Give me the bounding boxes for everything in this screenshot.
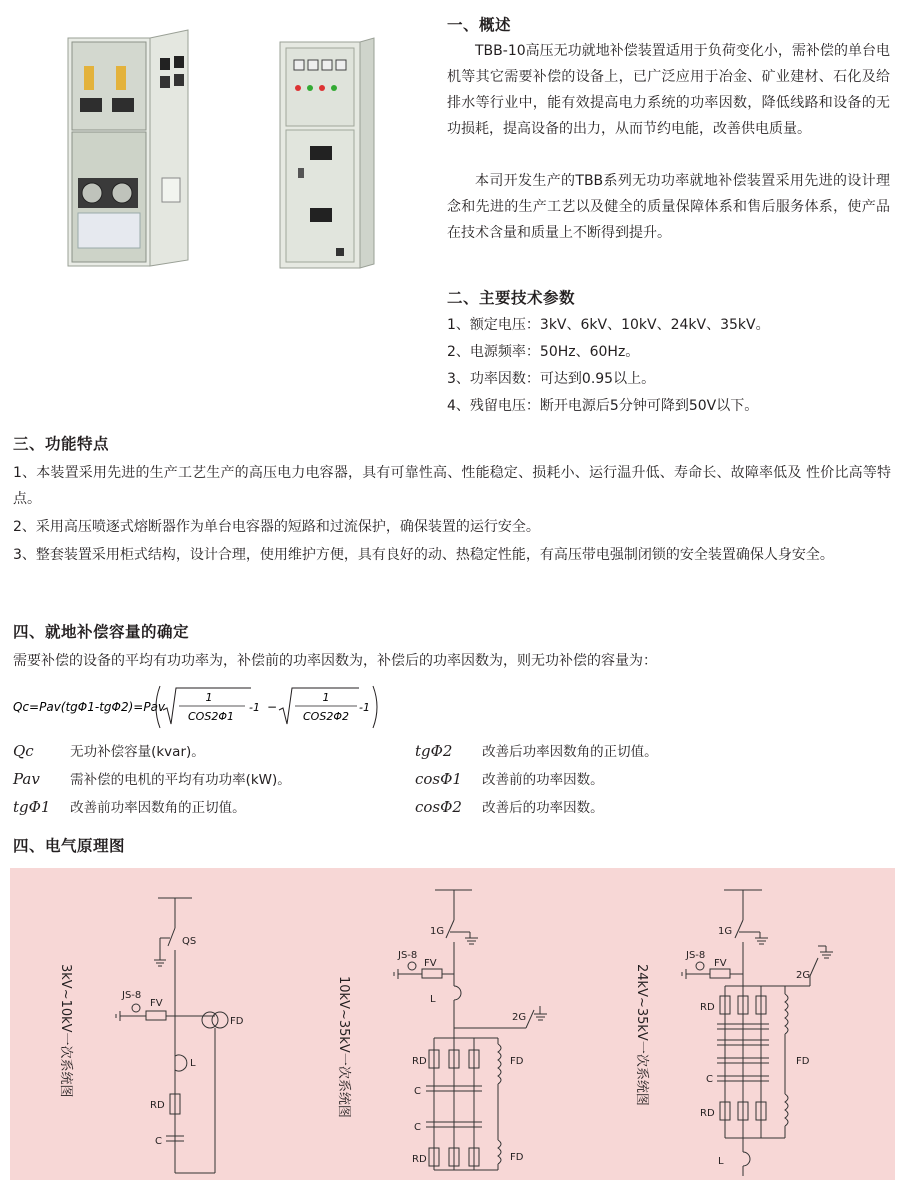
svg-text:C: C bbox=[414, 1122, 421, 1133]
capacity-intro: 需要补偿的设备的平均有功功率为，补偿前的功率因数为，补偿后的功率因数为，则无功补偿的容量为： bbox=[13, 653, 657, 669]
schematic-panel bbox=[10, 868, 895, 1180]
def-symbol: Qc bbox=[13, 742, 34, 760]
svg-text:RD: RD bbox=[412, 1154, 427, 1165]
features-item: 2、采用高压喷逐式熔断器作为单台电容器的短路和过流保护，确保装置的运行安全。 bbox=[13, 519, 540, 535]
frac2-den: COS2Φ2 bbox=[303, 710, 349, 723]
def-text: 无功补偿容量(kvar)。 bbox=[70, 744, 205, 760]
overview-paragraph-2: 本司开发生产的TBB系列无功功率就地补偿装置采用先进的设计理念和先进的生产工艺以及健全的质量保障体系和售后服务体系，使产品在技术含量和质量上不断得到提升。 bbox=[447, 173, 890, 241]
params-item: 4、残留电压：断开电源后5分钟可降到50V以下。 bbox=[447, 398, 759, 414]
svg-text:1G: 1G bbox=[430, 926, 445, 937]
params-heading: 二、主要技术参数 bbox=[447, 289, 576, 307]
svg-text:FD: FD bbox=[510, 1152, 524, 1163]
params-item: 2、电源频率：50Hz、60Hz。 bbox=[447, 344, 640, 360]
definition-row bbox=[415, 740, 885, 768]
svg-text:C: C bbox=[706, 1074, 713, 1085]
frac2-num: 1 bbox=[322, 691, 330, 704]
definition-row bbox=[13, 768, 413, 796]
svg-text:QS: QS bbox=[182, 936, 197, 947]
features-heading: 三、功能特点 bbox=[13, 435, 110, 453]
svg-text:RD: RD bbox=[700, 1002, 715, 1013]
def-text: 改善前功率因数角的正切值。 bbox=[70, 800, 246, 816]
definitions-right bbox=[415, 740, 885, 824]
diagram1-title: 3kV~10kV一次系统图 bbox=[58, 964, 73, 1098]
definition-row bbox=[13, 740, 413, 768]
features-item: 1、本装置采用先进的生产工艺生产的高压电力电容器，具有可靠性高、性能稳定、损耗小、运行温升低、寿命长、故障率低及 性价比高等特点。 bbox=[13, 465, 891, 507]
params-item: 1、额定电压：3kV、6kV、10kV、24kV、35kV。 bbox=[447, 317, 770, 333]
diagram-24kv-35kv bbox=[634, 890, 833, 1176]
svg-text:L: L bbox=[718, 1156, 724, 1167]
svg-text:2G: 2G bbox=[796, 970, 811, 981]
definitions-left bbox=[13, 740, 413, 824]
definition-row bbox=[415, 796, 885, 824]
def-symbol: tgΦ1 bbox=[13, 798, 51, 816]
svg-text:L: L bbox=[190, 1058, 196, 1069]
def-symbol: cosΦ2 bbox=[415, 798, 462, 816]
formula-minus-one-2: -1 bbox=[359, 701, 370, 714]
def-symbol: Pav bbox=[13, 770, 40, 788]
frac1-num: 1 bbox=[205, 691, 213, 704]
svg-text:RD: RD bbox=[700, 1108, 715, 1119]
def-text: 改善后的功率因数。 bbox=[482, 800, 604, 816]
capacity-formula bbox=[13, 682, 413, 732]
diagram2-title: 10kV~35kV一次系统图 bbox=[336, 976, 351, 1118]
def-text: 改善前的功率因数。 bbox=[482, 772, 604, 788]
definition-row bbox=[13, 796, 413, 824]
def-symbol: cosΦ1 bbox=[415, 770, 462, 788]
svg-text:FD: FD bbox=[510, 1056, 524, 1067]
def-text: 改善后功率因数角的正切值。 bbox=[482, 744, 658, 760]
diagram-10kv-35kv bbox=[336, 890, 547, 1170]
diagram-3kv-10kv bbox=[58, 898, 244, 1173]
formula-lhs: Qc=Pav(tgΦ1-tgΦ2)=Pav bbox=[13, 700, 166, 714]
def-text: 需补偿的电机的平均有功功率(kW)。 bbox=[70, 772, 291, 788]
svg-text:FV: FV bbox=[150, 998, 163, 1009]
overview-heading: 一、概述 bbox=[447, 16, 512, 34]
svg-text:C: C bbox=[155, 1136, 162, 1147]
capacity-heading: 四、就地补偿容量的确定 bbox=[13, 623, 190, 641]
svg-text:JS-8: JS-8 bbox=[398, 950, 418, 961]
svg-text:JS-8: JS-8 bbox=[122, 990, 142, 1001]
def-symbol: tgΦ2 bbox=[415, 742, 453, 760]
svg-text:FD: FD bbox=[230, 1016, 244, 1027]
product-photo bbox=[58, 28, 398, 273]
svg-text:2G: 2G bbox=[512, 1012, 527, 1023]
svg-text:FD: FD bbox=[796, 1056, 810, 1067]
svg-text:RD: RD bbox=[412, 1056, 427, 1067]
frac1-den: COS2Φ1 bbox=[188, 710, 234, 723]
svg-text:FV: FV bbox=[714, 958, 727, 969]
features-item: 3、整套装置采用柜式结构，设计合理，使用维护方便，具有良好的动、热稳定性能，有高压带电强制闭锁的安全装置确保人身安全。 bbox=[13, 547, 834, 563]
features-list bbox=[13, 460, 891, 568]
svg-text:L: L bbox=[430, 994, 436, 1005]
formula-minus: − bbox=[267, 700, 278, 714]
params-list bbox=[447, 312, 890, 420]
svg-text:RD: RD bbox=[150, 1100, 165, 1111]
svg-text:FV: FV bbox=[424, 958, 437, 969]
params-item: 3、功率因数：可达到0.95以上。 bbox=[447, 371, 656, 387]
diagram3-title: 24kV~35kV一次系统图 bbox=[634, 964, 649, 1106]
formula-minus-one-1: -1 bbox=[249, 701, 260, 714]
schematic-heading: 四、电气原理图 bbox=[13, 837, 126, 855]
overview-paragraph-1: TBB-10高压无功就地补偿装置适用于负荷变化小，需补偿的单台电机等其它需要补偿的设备上，已广泛应用于冶金、矿业建材、石化及给排水等行业中，能有效提高电力系统的功率因数，降低线路和设备的无功损耗，提高设备的出力，从而节约电能，改善供电质量。 bbox=[447, 43, 890, 137]
svg-text:1G: 1G bbox=[718, 926, 733, 937]
svg-text:JS-8: JS-8 bbox=[686, 950, 706, 961]
svg-text:C: C bbox=[414, 1086, 421, 1097]
definition-row bbox=[415, 768, 885, 796]
